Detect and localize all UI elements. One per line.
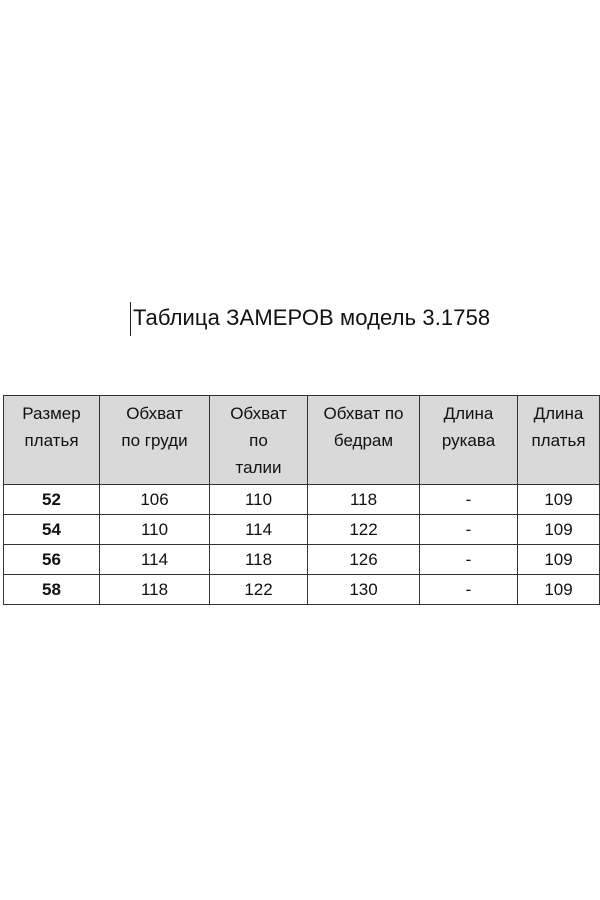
header-dress-length xyxy=(518,396,600,485)
table-row xyxy=(4,575,600,605)
sleeve-cell: - xyxy=(420,515,518,545)
table-row xyxy=(4,515,600,545)
header-line: по груди xyxy=(121,431,188,450)
length-cell: 109 xyxy=(518,485,600,515)
header-line: Размер xyxy=(22,404,81,423)
table-row xyxy=(4,485,600,515)
header-hips xyxy=(308,396,420,485)
sleeve-cell: - xyxy=(420,485,518,515)
waist-cell: 110 xyxy=(210,485,308,515)
length-cell: 109 xyxy=(518,515,600,545)
waist-cell: 114 xyxy=(210,515,308,545)
size-cell: 52 xyxy=(4,485,100,515)
header-line: рукава xyxy=(441,431,496,450)
chest-cell: 110 xyxy=(100,515,210,545)
waist-cell: 122 xyxy=(210,575,308,605)
chest-cell: 118 xyxy=(100,575,210,605)
size-cell: 56 xyxy=(4,545,100,575)
sleeve-cell: - xyxy=(420,545,518,575)
header-line: платья xyxy=(531,431,586,450)
sleeve-cell: - xyxy=(420,575,518,605)
header-row xyxy=(4,396,600,485)
waist-cell: 118 xyxy=(210,545,308,575)
header-line: талии xyxy=(235,458,282,477)
header-sleeve-length xyxy=(420,396,518,485)
page-title: Таблица ЗАМЕРОВ модель 3.1758 xyxy=(133,305,491,330)
hips-cell: 126 xyxy=(308,545,420,575)
length-cell: 109 xyxy=(518,545,600,575)
chest-cell: 106 xyxy=(100,485,210,515)
header-chest xyxy=(100,396,210,485)
hips-cell: 118 xyxy=(308,485,420,515)
header-waist xyxy=(210,396,308,485)
size-cell: 58 xyxy=(4,575,100,605)
size-cell: 54 xyxy=(4,515,100,545)
header-line: по xyxy=(249,431,268,450)
header-line: Длина xyxy=(533,404,584,423)
text-cursor xyxy=(130,302,131,336)
size-table xyxy=(3,395,600,605)
hips-cell: 122 xyxy=(308,515,420,545)
header-line: Обхват xyxy=(230,404,287,423)
header-line: бедрам xyxy=(333,431,394,450)
header-line: платья xyxy=(24,431,79,450)
chest-cell: 114 xyxy=(100,545,210,575)
header-line: Длина xyxy=(443,404,494,423)
header-line: Обхват по xyxy=(323,404,404,423)
table-row xyxy=(4,545,600,575)
header-size xyxy=(4,396,100,485)
hips-cell: 130 xyxy=(308,575,420,605)
length-cell: 109 xyxy=(518,575,600,605)
header-line: Обхват xyxy=(126,404,183,423)
